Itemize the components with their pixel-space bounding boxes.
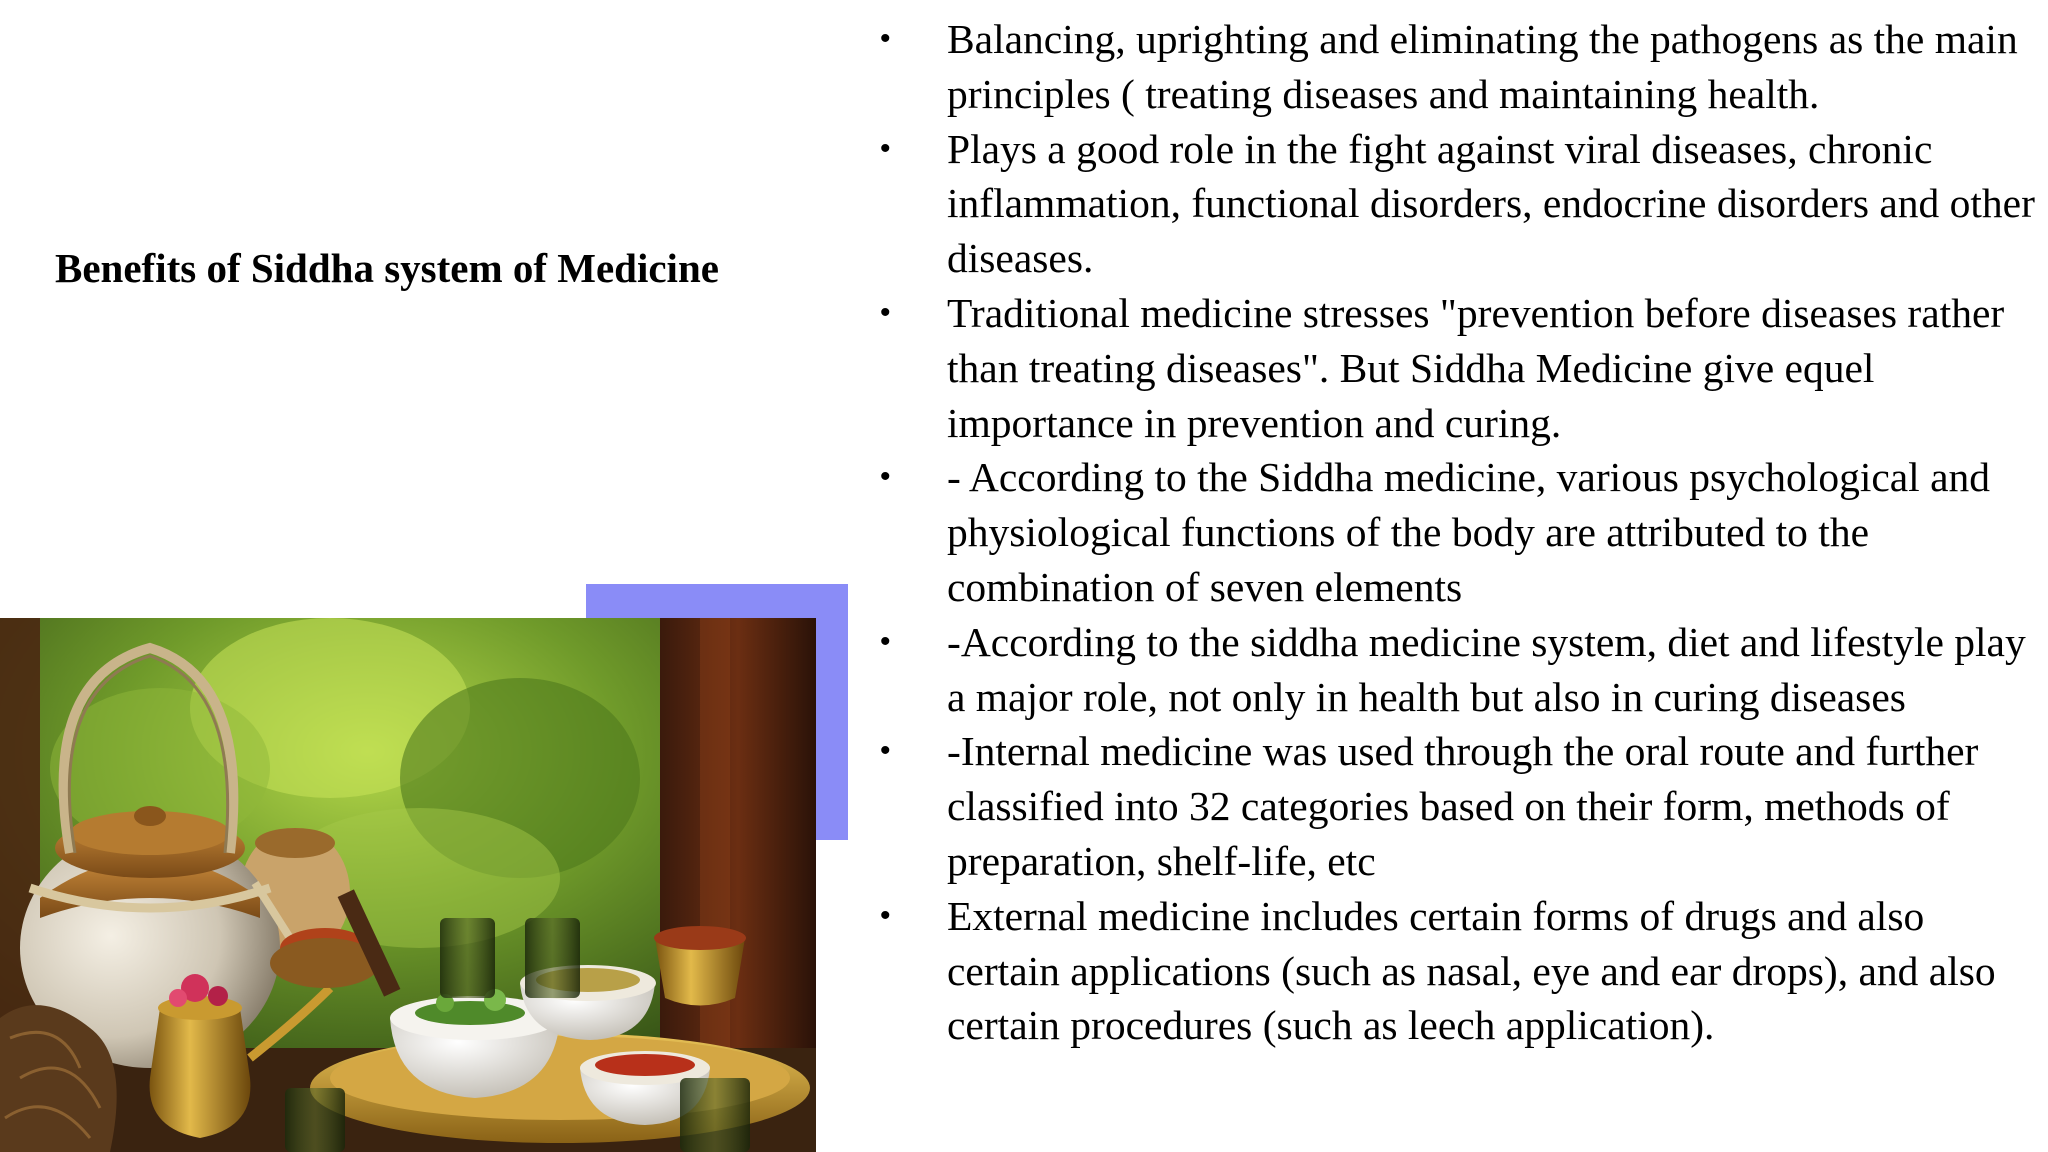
bullet-text: Plays a good role in the fight against viral diseases, chronic inflammation, functional disorders, endocrine disorders and other diseases. bbox=[947, 125, 2035, 282]
bullet-item bbox=[870, 889, 2040, 1053]
bullet-marker: • bbox=[880, 460, 891, 494]
bullet-item bbox=[870, 286, 2040, 450]
bullet-item bbox=[870, 724, 2040, 888]
bullet-marker: • bbox=[880, 295, 891, 329]
bullet-item bbox=[870, 122, 2040, 286]
bullet-marker: • bbox=[880, 734, 891, 768]
bullet-text: Balancing, uprighting and eliminating the pathogens as the main principles ( treating diseases and maintaining health. bbox=[947, 16, 2018, 117]
bullet-marker: • bbox=[880, 22, 891, 55]
bullet-marker: • bbox=[880, 131, 891, 165]
bullet-text: -Internal medicine was used through the oral route and further classified into 32 categories based on their form, methods of preparation, shelf-life, etc bbox=[947, 728, 1979, 884]
bullet-text: External medicine includes certain forms of drugs and also certain applications (such as nasal, eye and ear drops), and also certain procedures (such as leech application). bbox=[947, 892, 1996, 1049]
bullet-marker: • bbox=[880, 898, 891, 932]
bullet-item bbox=[870, 12, 2040, 122]
bullet-marker: • bbox=[880, 624, 891, 658]
bullet-text: Traditional medicine stresses "prevention before diseases rather than treating diseases". But Siddha Medicine give equel importance in prevention and curing. bbox=[947, 289, 2005, 446]
bullet-item bbox=[870, 450, 2040, 614]
bullet-item bbox=[870, 615, 2040, 725]
bullet-text: -According to the siddha medicine system, diet and lifestyle play a major role, not only in health but also in curing diseases bbox=[947, 618, 2026, 720]
bullet-text: - According to the Siddha medicine, various psychological and physiological functions of the body are attributed to the combination of seven elements bbox=[947, 454, 1991, 610]
herbal-medicine-photo bbox=[0, 618, 816, 1152]
slide-title: Benefits of Siddha system of Medicine bbox=[55, 245, 719, 291]
benefits-bullet-list bbox=[870, 12, 2040, 1053]
